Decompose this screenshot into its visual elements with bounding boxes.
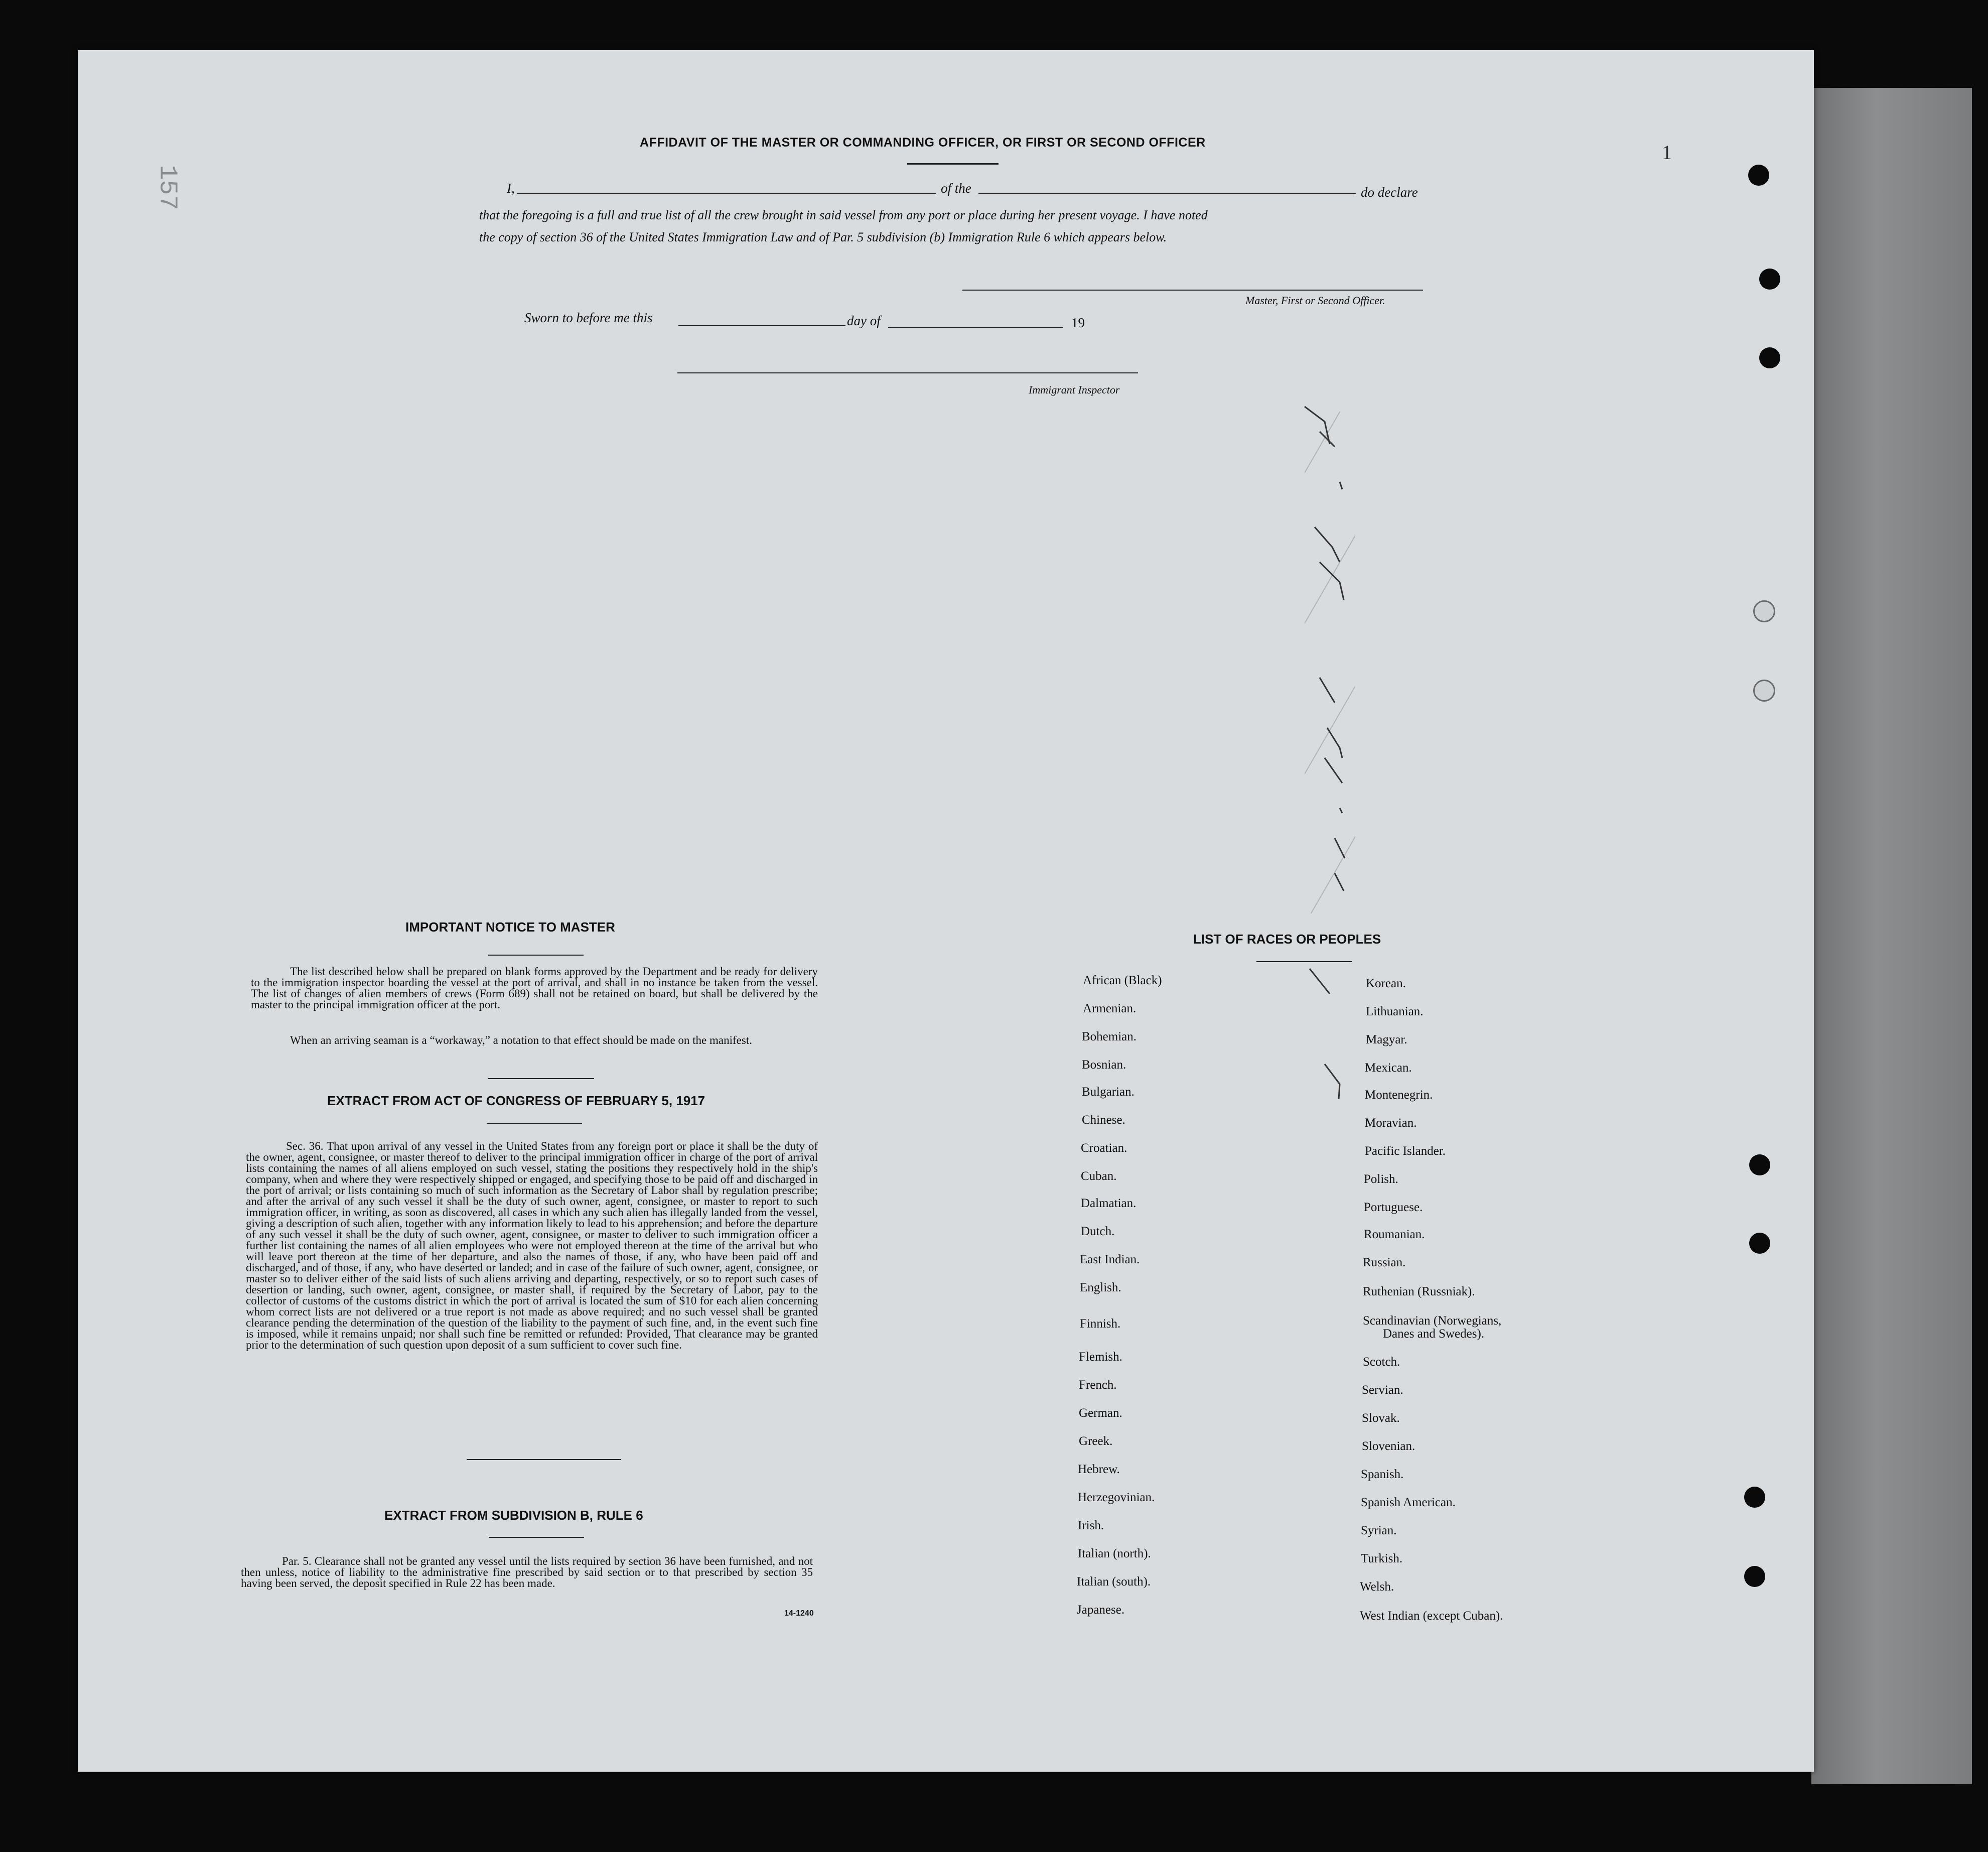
race-italian-north: Italian (north).: [1078, 1547, 1151, 1560]
day-of-label: day of: [847, 313, 881, 328]
corner-mark: 1: [1662, 141, 1672, 164]
race-japanese: Japanese.: [1077, 1603, 1125, 1617]
race-spanish: Spanish.: [1361, 1468, 1404, 1481]
sworn-day-line: [678, 325, 845, 326]
rule-extract-text: Par. 5. Clearance shall not be granted any vessel until the lists required by section 36 have been furnished, and not then unless, notice of liability to the administrative fine prescribed by said section or to that prescribed by section 35 having been served, the deposit specified in Rule 22 has been made.: [241, 1555, 813, 1590]
affidavit-i-label: I,: [507, 181, 515, 196]
race-italian-south: Italian (south).: [1077, 1575, 1151, 1589]
divider: [488, 1078, 594, 1079]
affidavit-text-1: that the foregoing is a full and true list of all the crew brought in said vessel from any port or place during her present voyage. I have noted: [479, 208, 1208, 222]
sworn-month-line: [888, 327, 1063, 328]
act-extract-text: Sec. 36. That upon arrival of any vessel in the United States from any foreign port or place it shall be the duty of the owner, agent, consignee, or master thereof to deliver to the principal immigration officer in charge of the port of arrival lists containing the names of all aliens employed on such vessel, stating the positions they respectively hold in the ship's company, when and where they were respectively shipped or engaged, and specifying those to be paid off and discharged in the port of arrival; or lists containing so much of such information as the Secretary of Labor shall by regulation prescribe; and after the arrival of any such vessel it shall be the duty of such owner, agent, consignee, or master to report to such immigration officer, in writing, as soon as discovered, all cases in which any such alien has illegally landed from the vessel, giving a description of such alien, together with any information likely to lead to his apprehension; and before the departure of any such vessel it shall be the duty of such owner, agent, consignee, or master to deliver to such immigration officer a further list containing the names of all alien employees who were not employed thereon at the time of the arrival but who will leave port thereon at the time of her departure, and also the names of those, if any, who have been paid off and discharged, and of those, if any, who have deserted or landed; and in case of the failure of such owner, agent, consignee, or master so to deliver either of the said lists of such aliens arriving and departing, respectively, or so to report such cases of desertion or landing, such owner, agent, consignee, or master shall, if required by the Secretary of Labor, pay to the collector of customs of the customs district in which the port of arrival is located the sum of $10 for each alien concerning whom correct lists are not delivered or a true report is not made as above required; and no such vessel shall be granted clearance pending the determination of the question of the liability to the payment of such fine, and, in the event such fine is imposed, while it remains unpaid; nor shall such fine be remitted or refunded: Provided, That clearance may be granted prior to the determination of such question upon deposit of a sum sufficient to cover such fine.: [246, 1140, 818, 1351]
race-dutch: Dutch.: [1081, 1225, 1115, 1238]
race-slovenian: Slovenian.: [1362, 1439, 1415, 1453]
divider: [489, 1537, 584, 1538]
divider: [467, 1459, 621, 1460]
race-french: French.: [1079, 1378, 1117, 1392]
race-turkish: Turkish.: [1361, 1552, 1403, 1565]
check-marks: [1285, 396, 1375, 1109]
race-welsh: Welsh.: [1360, 1580, 1394, 1594]
master-signature-label: Master, First or Second Officer.: [1245, 294, 1385, 307]
race-german: German.: [1079, 1406, 1122, 1420]
notice-paragraph-1: The list described below shall be prepared on blank forms approved by the Department and be ready for delivery to the immigration inspector boarding the vessel at the port of arrival, and shall in no instance be taken from the vessel. The list of changes of alien members of crews (Form 689) shall not be retained on board, but shall be delivered by the master to the principal immigration officer at the port.: [251, 965, 818, 1011]
race-lithuanian: Lithuanian.: [1366, 1005, 1424, 1018]
divider: [487, 1123, 582, 1124]
act-extract-title: EXTRACT FROM ACT OF CONGRESS OF FEBRUARY 5, 1917: [327, 1093, 705, 1108]
divider: [488, 955, 584, 956]
vessel-line: [978, 193, 1356, 194]
punch-hole: [1759, 347, 1780, 368]
race-mexican: Mexican.: [1365, 1061, 1412, 1075]
race-african: African (Black): [1083, 974, 1162, 987]
rule-extract-title: EXTRACT FROM SUBDIVISION B, RULE 6: [384, 1508, 643, 1523]
race-east-indian: East Indian.: [1080, 1253, 1140, 1266]
race-armenian: Armenian.: [1083, 1002, 1137, 1015]
race-scandinavian: Scandinavian (Norwegians,: [1363, 1314, 1502, 1328]
race-pacific-islander: Pacific Islander.: [1365, 1144, 1446, 1158]
year-label: 19: [1071, 315, 1085, 330]
punch-hole: [1749, 1233, 1770, 1254]
race-croatian: Croatian.: [1081, 1141, 1127, 1155]
do-declare-label: do declare: [1361, 185, 1418, 200]
race-bohemian: Bohemian.: [1082, 1030, 1137, 1043]
race-herzegovinian: Herzegovinian.: [1078, 1491, 1155, 1504]
race-bosnian: Bosnian.: [1082, 1058, 1126, 1072]
affidavit-title: AFFIDAVIT OF THE MASTER OR COMMANDING OFFICER, OR FIRST OR SECOND OFFICER: [640, 136, 1206, 150]
race-scandinavian-cont: Danes and Swedes).: [1383, 1327, 1485, 1341]
name-line: [517, 193, 936, 194]
race-russian: Russian.: [1363, 1256, 1406, 1269]
race-bulgarian: Bulgarian.: [1082, 1085, 1134, 1099]
race-korean: Korean.: [1366, 977, 1406, 990]
race-scotch: Scotch.: [1363, 1355, 1400, 1369]
punch-ring: [1753, 600, 1775, 622]
race-montenegrin: Montenegrin.: [1365, 1088, 1433, 1102]
master-signature-line: [962, 290, 1423, 291]
inspector-signature-line: [677, 372, 1138, 373]
punch-hole: [1748, 165, 1769, 186]
race-roumanian: Roumanian.: [1364, 1228, 1425, 1241]
race-slovak: Slovak.: [1362, 1411, 1400, 1425]
punch-hole: [1749, 1154, 1770, 1175]
race-irish: Irish.: [1078, 1519, 1104, 1532]
affidavit-text-2: the copy of section 36 of the United States Immigration Law and of Par. 5 subdivision (b) Immigration Rule 6 which appears below.: [479, 230, 1167, 244]
punch-ring: [1753, 680, 1775, 702]
race-polish: Polish.: [1364, 1172, 1398, 1186]
race-cuban: Cuban.: [1081, 1169, 1117, 1183]
inspector-label: Immigrant Inspector: [1029, 383, 1120, 396]
underlying-page-edge: [1811, 88, 1972, 1784]
notice-title: IMPORTANT NOTICE TO MASTER: [405, 919, 615, 935]
race-spanish-american: Spanish American.: [1361, 1496, 1456, 1509]
race-syrian: Syrian.: [1361, 1524, 1397, 1537]
margin-number: 157: [153, 165, 182, 210]
race-flemish: Flemish.: [1079, 1350, 1122, 1364]
race-servian: Servian.: [1362, 1383, 1403, 1397]
race-greek: Greek.: [1079, 1434, 1113, 1448]
race-moravian: Moravian.: [1365, 1116, 1417, 1130]
punch-hole: [1744, 1566, 1765, 1587]
race-finnish: Finnish.: [1080, 1317, 1121, 1331]
race-english: English.: [1080, 1281, 1121, 1294]
notice-paragraph-2: When an arriving seaman is a “workaway,” a notation to that effect should be made on the manifest.: [290, 1034, 752, 1046]
manifest-page: [78, 50, 1814, 1772]
race-west-indian: West Indian (except Cuban).: [1360, 1609, 1503, 1623]
sworn-label: Sworn to before me this: [524, 310, 653, 325]
race-hebrew: Hebrew.: [1078, 1463, 1120, 1476]
of-the-label: of the: [941, 181, 971, 196]
punch-hole: [1744, 1487, 1765, 1508]
form-number: 14-1240: [784, 1609, 814, 1618]
race-chinese: Chinese.: [1082, 1113, 1125, 1127]
races-title: LIST OF RACES OR PEOPLES: [1193, 932, 1381, 947]
race-portuguese: Portuguese.: [1364, 1201, 1423, 1214]
race-magyar: Magyar.: [1366, 1033, 1407, 1046]
race-dalmatian: Dalmatian.: [1081, 1197, 1137, 1210]
divider: [907, 163, 999, 165]
punch-hole: [1759, 269, 1780, 290]
race-ruthenian: Ruthenian (Russniak).: [1363, 1285, 1475, 1298]
